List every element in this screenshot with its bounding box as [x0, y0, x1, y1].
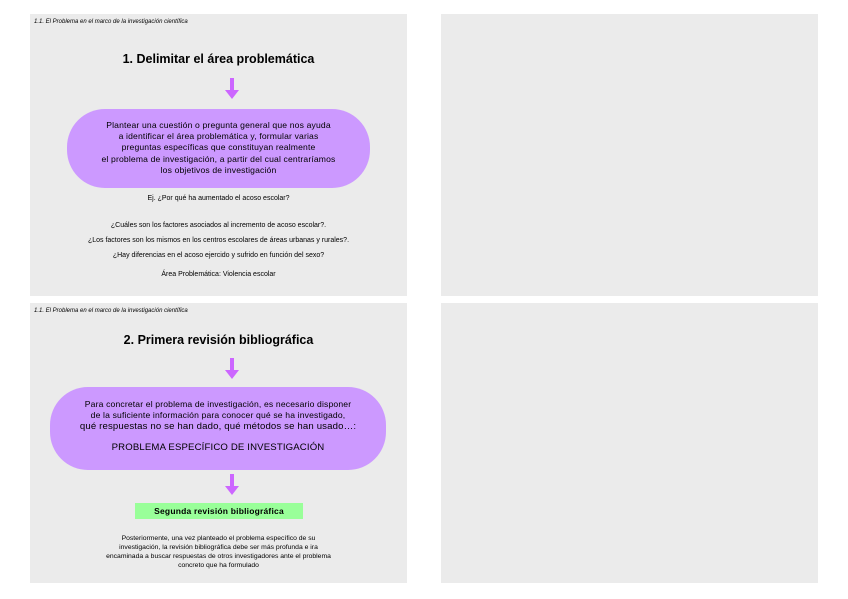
down-arrow-icon — [224, 358, 240, 380]
slide-title: 2. Primera revisión bibliográfica — [123, 333, 314, 347]
specific-problem-label: PROBLEMA ESPECÍFICO DE INVESTIGACIÓN — [111, 441, 325, 453]
review-paragraph — [30, 534, 407, 570]
specific-question: ¿Los factores son los mismos en los centros escolares de áreas urbanas y rurales?. — [87, 237, 350, 244]
bubble-line: el problema de investigación, a partir del cual centraríamos — [101, 153, 336, 164]
bubble-line: preguntas específicas que constituyan realmente — [121, 142, 316, 153]
paragraph-line: encaminada a buscar respuestas de otros investigadores ante el problema — [106, 553, 331, 560]
bubble-line: Para concretar el problema de investigación, es necesario disponer — [84, 399, 352, 409]
bubble-line: a identificar el área problemática y, formular varias — [118, 131, 319, 142]
slide-2-blank — [441, 14, 818, 296]
slide-header: 1.1. El Problema en el marco de la investigación científica — [34, 308, 188, 314]
paragraph-line: concreto que ha formulado — [178, 562, 259, 569]
slide-header: 1.1. El Problema en el marco de la investigación científica — [34, 19, 188, 25]
bubble-line: los objetivos de investigación — [160, 164, 277, 175]
slide-title: 1. Delimitar el área problemática — [122, 52, 315, 66]
slide-1 — [30, 14, 407, 296]
definition-bubble — [50, 387, 386, 470]
example-question: Ej. ¿Por qué ha aumentado el acoso escolar? — [147, 195, 290, 202]
paragraph-line: investigación, la revisión bibliográfica debe ser más profunda e ira — [119, 544, 318, 551]
specific-question: ¿Cuáles son los factores asociados al incremento de acoso escolar?. — [110, 222, 327, 229]
problem-area: Área Problemática: Violencia escolar — [161, 271, 276, 278]
slide-4-blank — [441, 303, 818, 583]
bubble-line: qué respuestas no se han dado, qué métodos se han usado…: — [79, 421, 357, 433]
second-review-box: Segunda revisión bibliográfica — [135, 503, 303, 519]
slide-3 — [30, 303, 407, 583]
definition-bubble — [67, 109, 370, 188]
down-arrow-icon — [224, 474, 240, 496]
specific-question: ¿Hay diferencias en el acoso ejercido y sufrido en función del sexo? — [112, 252, 325, 259]
down-arrow-icon — [224, 78, 240, 100]
bubble-line: Plantear una cuestión o pregunta general que nos ayuda — [106, 120, 331, 130]
paragraph-line: Posteriormente, una vez planteado el problema específico de su — [121, 535, 316, 542]
bubble-line: de la suficiente información para conocer qué se ha investigado, — [90, 410, 346, 421]
